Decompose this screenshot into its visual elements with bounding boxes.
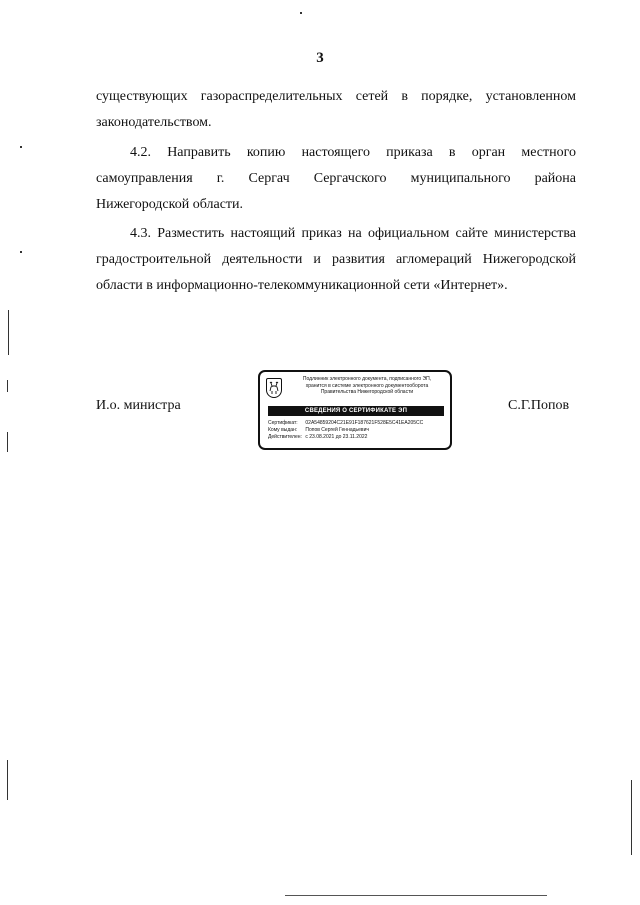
stamp-header-line: Правительства Нижегородской области xyxy=(320,389,414,395)
text-line: 4.2. Направить копию настоящего приказа в орган местного xyxy=(130,145,576,160)
nizhny-novgorod-deer-emblem-icon xyxy=(266,378,282,398)
issued-to-value: Попов Сергей Геннадьевич xyxy=(305,427,369,433)
signatory-role: И.о. министра xyxy=(96,398,181,413)
stamp-header xyxy=(286,376,448,396)
paragraph-continuation xyxy=(96,84,576,136)
paragraph-4-2 xyxy=(96,140,576,218)
issued-to-label: Кому выдан: xyxy=(268,427,298,433)
text-line: самоуправления г. Сергач Сергачского муниципального района xyxy=(96,171,576,186)
text-line: существующих газораспределительных сетей в порядке, установленном xyxy=(96,89,576,104)
certificate-label: Сертификат: xyxy=(268,420,298,426)
scan-margin-line xyxy=(7,432,8,452)
scan-bottom-line xyxy=(285,895,547,896)
text-line: Нижегородской области. xyxy=(96,197,244,212)
valid-row xyxy=(268,434,446,441)
stamp-header-line: хранится в системе электронного документооборота xyxy=(305,382,429,389)
stamp-header-line: Подлинник электронного документа, подписанного ЭП, xyxy=(302,376,432,382)
scan-margin-line xyxy=(8,310,9,355)
scan-dot xyxy=(20,251,22,253)
stamp-title: СВЕДЕНИЯ О СЕРТИФИКАТЕ ЭП xyxy=(268,406,444,416)
valid-value: с 23.08.2021 до 23.11.2022 xyxy=(305,434,368,440)
text-line: 4.3. Разместить настоящий приказ на официальном сайте министерства xyxy=(130,226,576,241)
scan-margin-line xyxy=(631,780,632,855)
certificate-value: 02A54859204C21E91F187621F528E5C41EA205CC xyxy=(305,420,424,426)
text-line: области в информационно-телекоммуникационной сети «Интернет». xyxy=(96,278,508,293)
stamp-details xyxy=(268,420,446,441)
scan-margin-line xyxy=(7,760,8,800)
valid-label: Действителен: xyxy=(268,434,302,440)
scan-dot xyxy=(300,12,302,14)
text-line: законодательством. xyxy=(96,115,212,130)
scan-dot xyxy=(20,146,22,148)
electronic-signature-stamp xyxy=(258,370,452,450)
paragraph-4-3 xyxy=(96,221,576,299)
page-number: 3 xyxy=(316,50,324,66)
certificate-row xyxy=(268,420,446,427)
signatory-name: С.Г.Попов xyxy=(508,398,570,413)
text-line: градостроительной деятельности и развития агломераций Нижегородской xyxy=(96,252,576,267)
scan-margin-line xyxy=(7,380,8,392)
issued-to-row xyxy=(268,427,446,434)
